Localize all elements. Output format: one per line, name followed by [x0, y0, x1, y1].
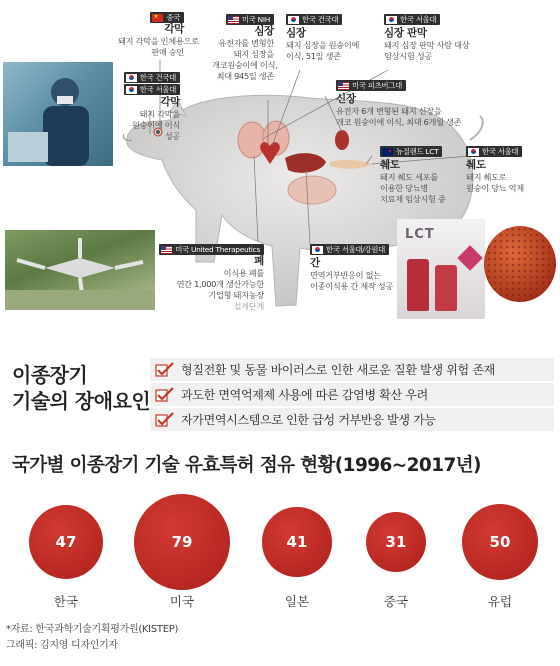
organ-label: 각막: [164, 23, 184, 35]
korea-flag-icon: [126, 74, 137, 82]
kidney-shape: [335, 130, 349, 150]
organ-label: 신장: [336, 92, 356, 105]
korea-flag-icon: [386, 16, 397, 24]
organ-label: 췌도: [466, 158, 486, 171]
bubble-value: 79: [171, 533, 193, 551]
country-label: 유럽: [487, 594, 513, 609]
country-label: 일본: [284, 594, 310, 609]
bubble-value: 50: [489, 532, 511, 551]
patents-title: 국가별 이종장기 기술 유효특허 점유 현황(1996~2017년): [12, 455, 481, 476]
annotation-korea-cornea: 한국 건국대 한국 서울대 각막 돼지 각막을 원숭이에 이식 성공: [118, 72, 180, 142]
islet-cell-image: [480, 220, 558, 306]
annotation-konkuk-heart: 한국 건국대 심장 돼지 심장을 원숭이에 이식, 51일 생존: [286, 15, 360, 61]
organ-label: 심장: [286, 26, 306, 39]
korea-flag-icon: [288, 16, 299, 24]
organ-label: 췌도: [380, 158, 400, 171]
patent-bubble: [366, 512, 426, 572]
checkbox-check-icon: [155, 387, 175, 403]
annotation-china-cornea: ★ 중국 각막 돼지 각막을 인체용으로 판매 승인: [118, 12, 184, 58]
country-tag: ★ 중국: [150, 12, 184, 23]
organ-label: 간: [310, 256, 320, 269]
checkbox-check-icon: [155, 412, 175, 428]
us-flag-icon: [161, 246, 172, 254]
graphic-credit: 그래픽: 김지영 디자인기자: [6, 640, 118, 651]
annotation-us-nih-heart: 미국 NIH 심장 유전자를 변형한 돼지 심장을 개코원숭이에 이식, 최대 945일 생존: [212, 15, 278, 81]
patent-bubble: [29, 505, 103, 579]
barrier-heading: 이종장기 기술의 장애요인: [12, 363, 151, 413]
annotation-pittsburgh-kidney: 미국 피츠버그대 신장 유전자 6개 변형된 돼지 신장을 개코 원숭이에 이식, 최대 6개월 생존: [336, 81, 462, 127]
annotation-snu-islet: 한국 서울대 췌도 돼지 췌도로 원숭이 당뇨 억제: [466, 147, 524, 193]
country-tag: 한국 서울대: [466, 146, 522, 157]
korea-flag-icon: [312, 246, 323, 254]
korea-flag-icon: [468, 148, 479, 156]
country-tag: 한국 서울대: [124, 84, 180, 95]
us-flag-icon: [228, 16, 239, 24]
lct-product-box: [397, 219, 485, 319]
pig-farm-aerial-photo: [5, 230, 155, 310]
barrier-factors-section: [0, 348, 560, 438]
annotation-nz-lct-islet: ✦ 뉴질랜드 LCT 췌도 돼지 췌도 세포를 이용한 당뇨병 치료제 임상시험 중: [380, 146, 445, 205]
patent-bubble: [462, 504, 538, 580]
source-note: *자료: 한국과학기술기획평가원(KISTEP): [6, 624, 179, 635]
country-label: 미국: [169, 594, 195, 609]
bubble-value: 47: [55, 532, 77, 551]
country-tag: 미국 United Therapeutics: [159, 244, 264, 255]
barrier-item: 형질전환 및 동물 바이러스로 인한 새로운 질환 발생 위험 존재: [150, 358, 554, 381]
footer: [6, 622, 178, 654]
surgeon-photo: [3, 62, 113, 166]
organ-label: 폐: [254, 255, 264, 267]
country-label: 한국: [53, 594, 79, 609]
country-tag: 한국 서울대/강원대: [310, 244, 389, 255]
new-zealand-flag-icon: [382, 148, 393, 156]
annotation-united-therapeutics-lung: 미국 United Therapeutics 폐 이식용 폐를 연간 1,000개 생산가능한 기업형 돼지농장 설계단계: [168, 244, 264, 312]
lct-logo: LCT: [405, 227, 435, 242]
china-flag-icon: [152, 14, 163, 22]
patent-bubble: [262, 507, 331, 576]
country-tag: 미국 NIH: [226, 14, 274, 25]
checkbox-check-icon: [155, 362, 175, 378]
country-tag: ✦ 뉴질랜드 LCT: [380, 146, 442, 157]
organ-label: 각막: [160, 96, 180, 108]
bubble-value: 41: [286, 532, 308, 551]
patent-bubble-chart: [0, 486, 560, 611]
korea-flag-icon: [126, 86, 137, 94]
barrier-item: 과도한 면역억제제 사용에 따른 감염병 확산 우려: [150, 383, 554, 406]
country-tag: 미국 피츠버그대: [336, 80, 406, 91]
patent-bubble: [134, 494, 230, 590]
us-flag-icon: [338, 82, 349, 90]
organ-label: 심장: [254, 25, 274, 37]
lung-shape: [238, 122, 266, 158]
country-tag: 한국 건국대: [286, 14, 342, 25]
country-tag: 한국 건국대: [124, 72, 180, 83]
barrier-item: 자가면역시스템으로 인한 급성 거부반응 발생 가능: [150, 408, 554, 431]
bubble-value: 31: [385, 532, 407, 551]
country-tag: 한국 서울대: [384, 14, 440, 25]
barrier-list: [150, 358, 554, 433]
organ-label: 심장 판막: [384, 26, 427, 39]
annotation-liver: 한국 서울대/강원대 간 면역거부반응이 없는 이종이식용 간 제작 성공: [310, 245, 393, 291]
country-label: 중국: [383, 594, 409, 609]
annotation-snu-heart-valve: 한국 서울대 심장 판막 돼지 심장 판막 사람 대상 임상시험 성공: [384, 15, 470, 61]
